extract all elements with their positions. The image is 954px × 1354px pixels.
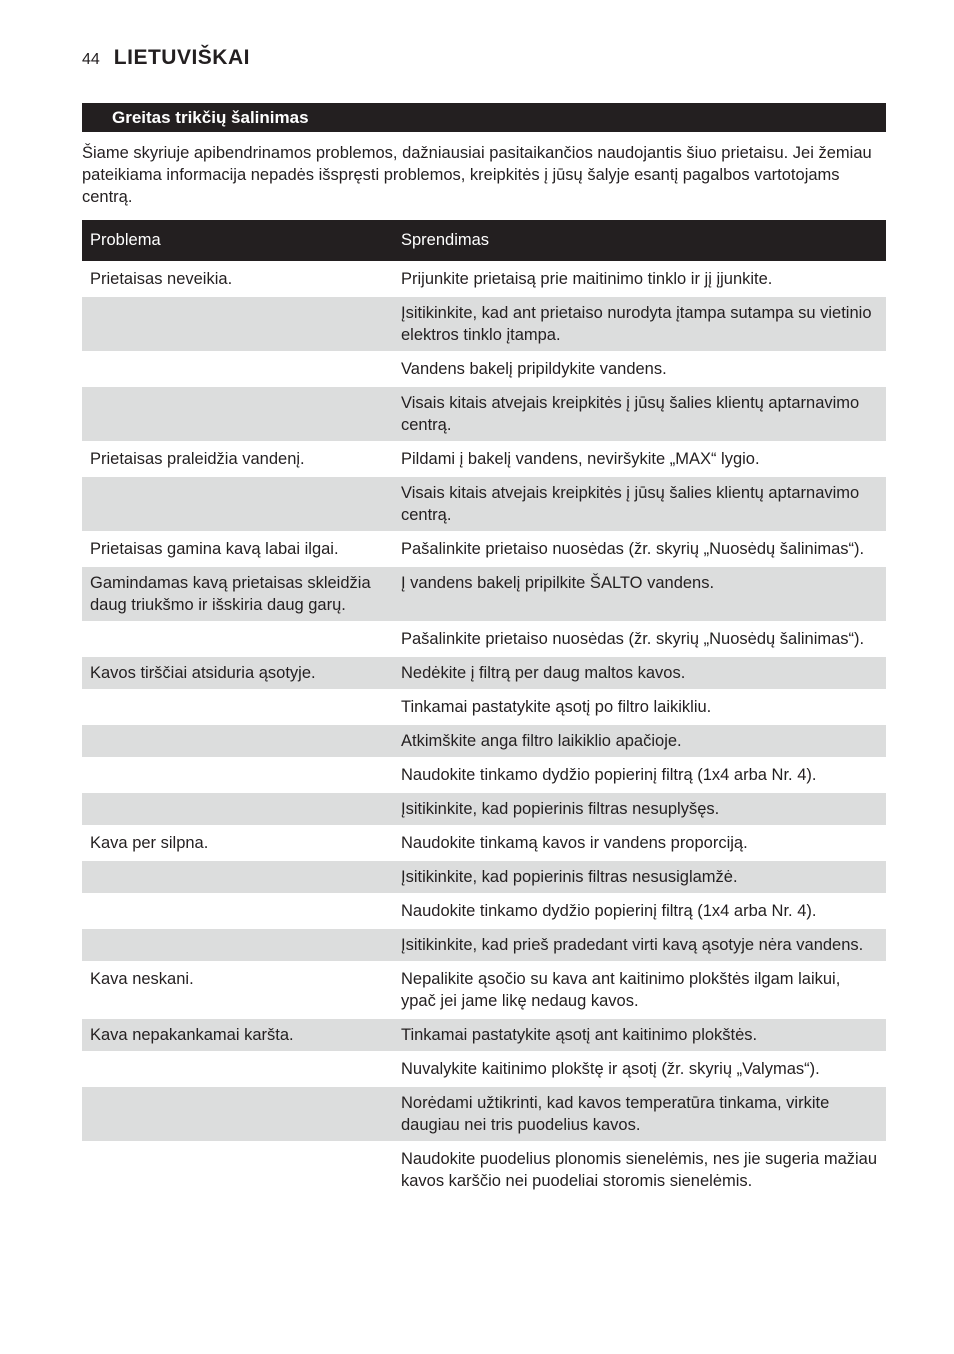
- troubleshooting-table: [82, 218, 886, 1199]
- table-row: [82, 725, 886, 757]
- solution-cell: Naudokite tinkamo dydžio popierinį filtrą (1x4 arba Nr. 4).: [401, 902, 817, 920]
- problem-cell: [82, 1087, 393, 1141]
- problem-cell: Prietaisas neveikia.: [90, 270, 233, 288]
- problem-cell: Kava per silpna.: [90, 834, 209, 852]
- table-row: [82, 297, 886, 351]
- table-row: [82, 657, 886, 689]
- solution-cell: Nuvalykite kaitinimo plokštę ir ąsotį (žr. skyrių „Valymas“).: [401, 1060, 820, 1078]
- table-row: [82, 1019, 886, 1051]
- problem-cell: [82, 477, 393, 531]
- solution-cell: Visais kitais atvejais kreipkitės į jūsų šalies klientų aptarnavimo centrą.: [393, 477, 886, 531]
- solution-cell: Pašalinkite prietaiso nuosėdas (žr. skyrių „Nuosėdų šalinimas“).: [401, 540, 865, 558]
- problem-cell: [82, 1143, 393, 1197]
- solution-cell: Atkimškite anga filtro laikiklio apačioje.: [393, 725, 886, 757]
- problem-cell: [82, 1053, 393, 1085]
- problem-cell: [82, 793, 393, 825]
- table-row: [82, 895, 886, 927]
- table-row: [82, 387, 886, 441]
- table-row: [82, 861, 886, 893]
- solution-cell: Norėdami užtikrinti, kad kavos temperatūra tinkama, virkite daugiau nei tris puodelius kavos.: [393, 1087, 886, 1141]
- solution-cell: Į vandens bakelį pripilkite ŠALTO vandens.: [393, 567, 886, 621]
- problem-cell: [82, 759, 393, 791]
- solution-cell: Įsitikinkite, kad popierinis filtras nesuplyšęs.: [393, 793, 886, 825]
- table-row: [82, 623, 886, 655]
- solution-cell: Įsitikinkite, kad popierinis filtras nesusiglamžė.: [393, 861, 886, 893]
- solution-cell: Nedėkite į filtrą per daug maltos kavos.: [393, 657, 886, 689]
- column-header-solution: Sprendimas: [393, 220, 886, 261]
- table-row: [82, 827, 886, 859]
- page-number: 44: [82, 51, 100, 68]
- problem-cell: Gamindamas kavą prietaisas skleidžia daug triukšmo ir išskiria daug garų.: [82, 567, 393, 621]
- section-title: Greitas trikčių šalinimas: [82, 103, 886, 132]
- table-row: [82, 1087, 886, 1141]
- problem-cell: Kava neskani.: [90, 970, 194, 988]
- table-row: [82, 963, 886, 1017]
- table-row: [82, 353, 886, 385]
- table-body: [82, 263, 886, 1197]
- solution-cell: Tinkamai pastatykite ąsotį po filtro laikikliu.: [401, 698, 712, 716]
- table-header-row: [82, 220, 886, 261]
- problem-cell: [82, 895, 393, 927]
- problem-cell: [82, 725, 393, 757]
- intro-paragraph: Šiame skyriuje apibendrinamos problemos, dažniausiai pasitaikančios naudojantis šiuo prietaisu. Jei žemiau pateikiama informacija nepadės išspręsti problemos, kreipkitės į jūsų šalyje esantį pagalbos vartotojams centrą.: [82, 144, 872, 206]
- table-row: [82, 759, 886, 791]
- solution-cell: Tinkamai pastatykite ąsotį ant kaitinimo plokštės.: [393, 1019, 886, 1051]
- problem-cell: [82, 861, 393, 893]
- table-row: [82, 691, 886, 723]
- solution-cell: Įsitikinkite, kad prieš pradedant virti kavą ąsotyje nėra vandens.: [393, 929, 886, 961]
- problem-cell: Prietaisas praleidžia vandenį.: [90, 450, 305, 468]
- problem-cell: [82, 387, 393, 441]
- problem-cell: Kava nepakankamai karšta.: [82, 1019, 393, 1051]
- problem-cell: [82, 691, 393, 723]
- table-row: [82, 263, 886, 295]
- table-row: [82, 929, 886, 961]
- solution-cell: Naudokite puodelius plonomis sienelėmis, nes jie sugeria mažiau kavos karščio nei puodeliai storomis sienelėmis.: [401, 1150, 878, 1190]
- solution-cell: Visais kitais atvejais kreipkitės į jūsų šalies klientų aptarnavimo centrą.: [393, 387, 886, 441]
- page-header: [82, 46, 250, 76]
- table-row: [82, 443, 886, 475]
- solution-cell: Pašalinkite prietaiso nuosėdas (žr. skyrių „Nuosėdų šalinimas“).: [401, 630, 865, 648]
- problem-cell: [82, 623, 393, 655]
- table-row: [82, 1143, 886, 1197]
- table-row: [82, 1053, 886, 1085]
- solution-cell: Įsitikinkite, kad ant prietaiso nurodyta įtampa sutampa su vietinio elektros tinklo įtampa.: [393, 297, 886, 351]
- solution-cell: Naudokite tinkamo dydžio popierinį filtrą (1x4 arba Nr. 4).: [401, 766, 817, 784]
- problem-cell: [82, 297, 393, 351]
- problem-cell: [82, 353, 393, 385]
- problem-cell: [82, 929, 393, 961]
- language-title: LIETUVIŠKAI: [113, 46, 250, 69]
- solution-cell: Naudokite tinkamą kavos ir vandens proporciją.: [401, 834, 748, 852]
- table-row: [82, 567, 886, 621]
- table-row: [82, 533, 886, 565]
- problem-cell: Kavos tirščiai atsiduria ąsotyje.: [82, 657, 393, 689]
- solution-cell: Pildami į bakelį vandens, neviršykite „MAX“ lygio.: [401, 450, 760, 468]
- table-row: [82, 477, 886, 531]
- table-row: [82, 793, 886, 825]
- solution-cell: Nepalikite ąsočio su kava ant kaitinimo plokštės ilgam laikui, ypač jei jame likę nedaug kavos.: [401, 970, 841, 1010]
- solution-cell: Vandens bakelį pripildykite vandens.: [401, 360, 667, 378]
- problem-cell: Prietaisas gamina kavą labai ilgai.: [90, 540, 339, 558]
- solution-cell: Prijunkite prietaisą prie maitinimo tinklo ir jį įjunkite.: [401, 270, 773, 288]
- column-header-problem: Problema: [82, 220, 393, 261]
